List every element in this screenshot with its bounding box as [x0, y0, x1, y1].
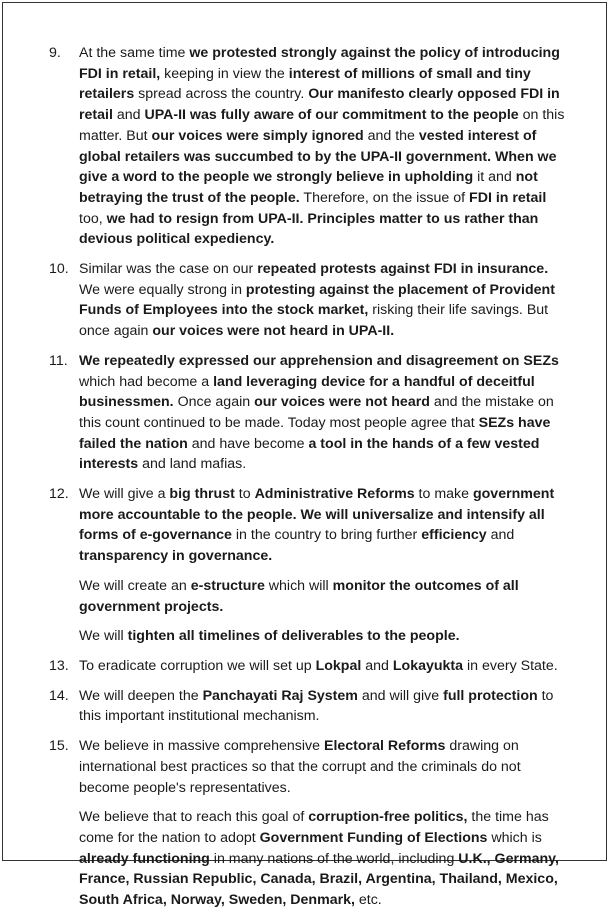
text-run: spread across the country.	[134, 86, 309, 103]
list-item-number: 14.	[49, 687, 69, 704]
bold-text: Electoral Reforms	[323, 738, 446, 755]
text-run: on this matter. But	[79, 107, 565, 144]
text-run: We will give a	[79, 486, 170, 503]
text-run: At the same time	[79, 45, 190, 61]
text-run: and have become	[187, 435, 309, 452]
text-run: the time has come for the nation to adopt	[79, 809, 549, 846]
list-item-body	[79, 736, 570, 911]
bold-text: vested interest of global retailers was succumbed to by the UPA-II government. When we give a word to the people we strongly believe in upholding	[79, 127, 557, 186]
text-run: in every State.	[463, 657, 558, 674]
text-run: which will	[264, 577, 333, 594]
bold-text: monitor the outcomes of all government projects.	[79, 577, 519, 615]
text-run: and the mistake on this count continued to be made. Today most people agree that	[79, 394, 554, 431]
text-run: We will deepen the	[79, 687, 203, 704]
bold-text: U.K., Germany, France, Russian Republic, Canada, Brazil, Argentina, Thailand, Mexico, South Africa, Norway, Sweden, Denmark,	[79, 850, 559, 909]
paragraph	[79, 351, 570, 475]
text-run: it and	[473, 169, 516, 186]
list-item-number: 13.	[49, 657, 69, 674]
bold-text: our voices were not heard in UPA-II.	[152, 323, 395, 340]
bold-text: we protested strongly against the policy of introducing FDI in retail,	[79, 45, 560, 82]
numbered-list	[49, 43, 570, 920]
bold-text: Our manifesto clearly opposed FDI in retail	[79, 86, 560, 124]
text-run: to this important institutional mechanism.	[79, 687, 554, 725]
bold-text: government more accountable to the people. We will universalize and intensify all forms of e-governance	[79, 486, 555, 544]
bold-text: already functioning	[79, 850, 210, 867]
bold-text: FDI in retail	[469, 189, 547, 206]
list-item	[49, 43, 570, 250]
bold-text: Lokpal	[315, 657, 362, 674]
bold-text: transparency in governance.	[79, 548, 273, 565]
paragraph	[79, 807, 570, 911]
text-run: and the	[363, 127, 419, 144]
text-run: To eradicate corruption we will set up	[79, 657, 316, 674]
paragraph	[79, 626, 570, 647]
text-run: too,	[79, 210, 107, 227]
bold-text: e-structure	[190, 577, 265, 594]
list-item-number: 12.	[49, 486, 69, 503]
list-item	[49, 259, 570, 342]
list-item-body	[79, 686, 570, 727]
bold-text: corruption-free politics,	[308, 809, 468, 826]
list-item-body	[79, 484, 570, 647]
bold-text: efficiency	[421, 527, 487, 544]
bold-text: interest of millions of small and tiny retailers	[79, 65, 531, 103]
bold-text: SEZs have failed the nation	[79, 414, 551, 452]
text-run: in many nations of the world, including	[209, 850, 459, 867]
document-page	[2, 2, 607, 909]
text-run: We will create an	[79, 577, 191, 594]
text-run: Once again	[173, 394, 255, 411]
list-item-number: 10.	[49, 261, 69, 278]
bold-text: our voices were simply ignored	[151, 127, 364, 144]
text-run: and	[486, 527, 515, 544]
list-item-body	[79, 259, 570, 342]
bold-text: repeated protests against FDI in insurance.	[257, 261, 549, 278]
text-run: which had become a	[79, 373, 214, 390]
bold-text: protesting against the placement of Provident Funds of Employees into the stock market,	[79, 281, 555, 319]
paragraph	[79, 656, 570, 677]
text-run: which is	[487, 829, 542, 846]
list-item	[49, 736, 570, 911]
text-run: and will give	[357, 687, 444, 704]
text-run: in the country to bring further	[231, 527, 422, 544]
bold-text: full protection	[443, 687, 538, 704]
list-item-body	[79, 43, 570, 250]
list-item-body	[79, 656, 570, 677]
bold-text: Lokayukta	[392, 657, 464, 674]
paragraph	[79, 736, 570, 798]
list-item-number: 15.	[49, 738, 69, 755]
list-item	[49, 484, 570, 647]
text-run: and	[361, 657, 393, 674]
paragraph	[79, 686, 570, 727]
text-run: We were equally strong in	[79, 281, 246, 298]
bold-text: Government Funding of Elections	[259, 829, 488, 846]
list-item	[49, 351, 570, 475]
text-run: risking their life savings. But once again	[79, 302, 549, 340]
list-item-number: 9.	[49, 45, 61, 61]
bold-text: We repeatedly expressed our apprehension and disagreement on SEZs	[79, 352, 559, 369]
paragraph	[79, 484, 570, 567]
text-run: to	[234, 486, 255, 503]
bold-text: Panchayati Raj System	[202, 687, 358, 704]
bold-text: land leveraging device for a handful of deceitful businessmen.	[79, 373, 535, 411]
bold-text: Administrative Reforms	[254, 486, 415, 503]
bold-text: tighten all timelines of deliverables to the people.	[127, 628, 460, 645]
text-run: Therefore, on the issue of	[299, 189, 470, 206]
bold-text: our voices were not heard	[254, 394, 430, 411]
text-run: We believe that to reach this goal of	[79, 809, 309, 826]
bold-text: a tool in the hands of a few vested interests	[79, 435, 540, 473]
bold-text: we had to resign from UPA-II. Principles matter to us rather than devious political expediency.	[79, 210, 539, 248]
text-run: Similar was the case on our	[79, 261, 258, 278]
list-item-number: 11.	[49, 352, 68, 369]
bold-text: UPA-II was fully aware of our commitment to the people	[144, 107, 519, 124]
bold-text: not betraying the trust of the people.	[79, 169, 538, 206]
text-run: and land mafias.	[138, 456, 247, 473]
list-item	[49, 656, 570, 677]
text-run: We will	[79, 628, 128, 645]
list-item-body	[79, 351, 570, 475]
text-run: keeping in view the	[160, 65, 289, 82]
list-item	[49, 686, 570, 727]
paragraph	[79, 576, 570, 617]
bold-text: big thrust	[169, 486, 235, 503]
text-run: and	[112, 107, 145, 124]
paragraph	[79, 259, 570, 342]
paragraph	[79, 43, 570, 250]
text-run: to make	[414, 486, 473, 503]
text-run: We believe in massive comprehensive	[79, 738, 324, 755]
text-run: drawing on international best practices so that the corrupt and the criminals do not become people's representatives.	[79, 738, 521, 796]
text-run: etc.	[354, 892, 382, 909]
